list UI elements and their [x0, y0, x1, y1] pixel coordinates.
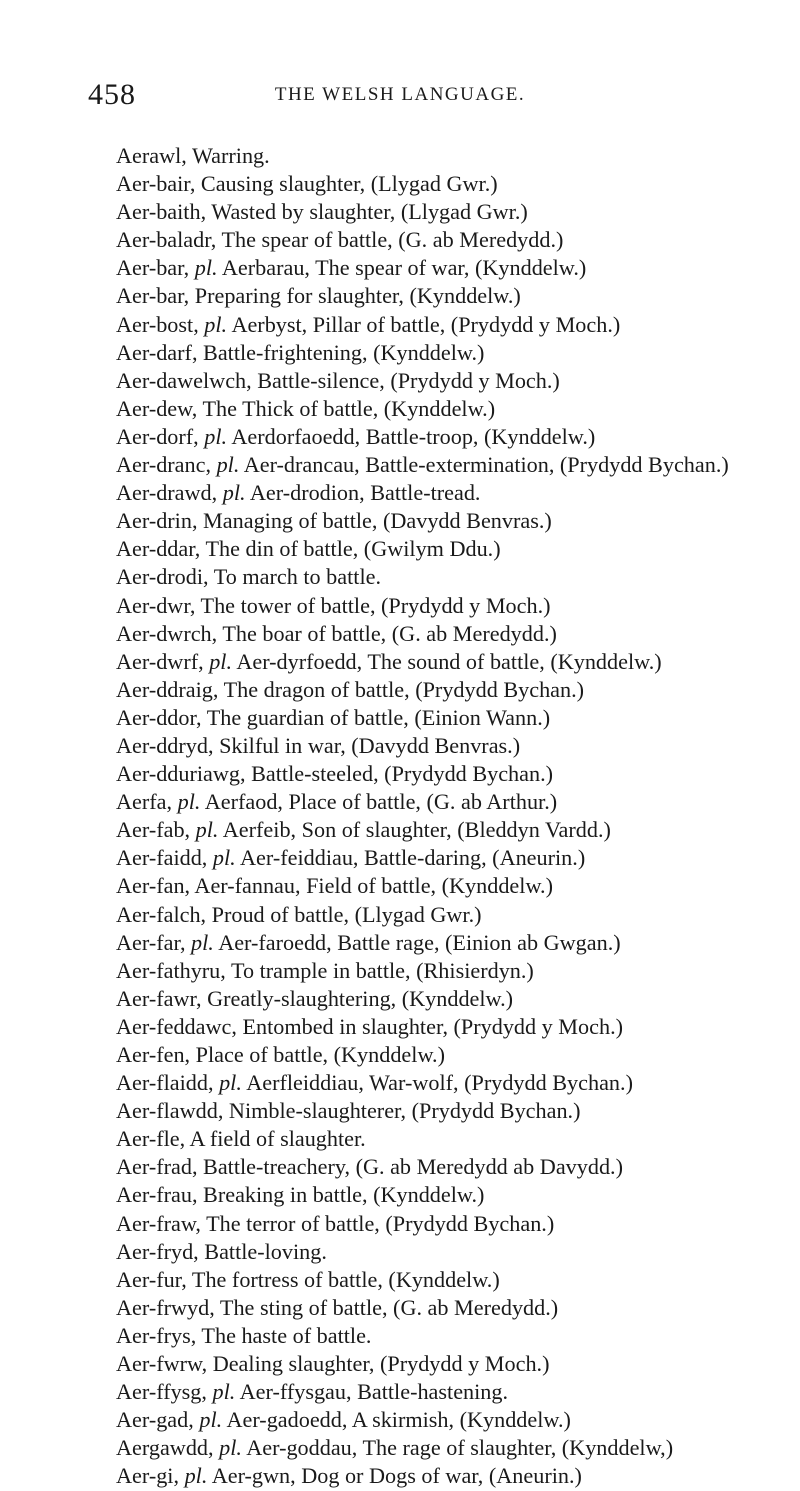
- dictionary-entry: Aer-dwrf, pl. Aer-dyrfoedd, The sound of battle, (Kynddelw.): [116, 648, 662, 674]
- entry-headword: Aerfa: [116, 789, 167, 815]
- dictionary-entry: Aer-dduriawg, Battle-steeled, (Prydydd Bychan.): [116, 761, 554, 787]
- entry-plural-marker: pl.: [212, 845, 236, 871]
- entry-definition: Battle-silence, (Prydydd y Moch.): [257, 367, 560, 393]
- entry-plural-marker: pl.: [209, 648, 233, 674]
- entry-definition: Aerfeib, Son of slaughter, (Bleddyn Vardd.): [222, 817, 611, 843]
- entry-headword: Aer-dawelwch: [116, 367, 247, 393]
- entry-definition: Aerbyst, Pillar of battle, (Prydydd y Moch.): [231, 311, 621, 337]
- dictionary-entry: Aer-dranc, pl. Aer-drancau, Battle-extermination, (Prydydd Bychan.): [116, 452, 729, 478]
- page-number: 458: [88, 78, 136, 111]
- dictionary-entry: Aer-frad, Battle-treachery, (G. ab Meredydd ab Davydd.): [116, 1154, 623, 1180]
- entry-definition: Aer-drancau, Battle-extermination, (Prydydd Bychan.): [243, 452, 729, 478]
- dictionary-entry: Aer-bar, Preparing for slaughter, (Kynddelw.): [116, 283, 521, 309]
- entry-headword: Aer-ddar: [116, 536, 195, 562]
- entry-plural-marker: pl.: [219, 1070, 242, 1096]
- entry-headword: Aer-flaidd: [116, 1070, 208, 1096]
- entry-headword: Aer-dew: [116, 395, 192, 421]
- entry-headword: Aer-fawr: [116, 985, 196, 1011]
- entry-definition: Aer-feiddiau, Battle-daring, (Aneurin.): [240, 845, 586, 871]
- entry-headword: Aer-fle: [116, 1126, 180, 1152]
- dictionary-entry: Aergawdd, pl. Aer-goddau, The rage of slaughter, (Kynddelw,): [116, 1435, 674, 1461]
- dictionary-entry: Aer-dawelwch, Battle-silence, (Prydydd y Moch.): [116, 367, 560, 393]
- entry-plural-marker: pl.: [195, 817, 219, 843]
- entry-plural-marker: pl.: [204, 311, 228, 337]
- entry-headword: Aer-baith: [116, 199, 201, 225]
- entry-plural-marker: pl.: [219, 1435, 242, 1461]
- dictionary-entry: Aer-drawd, pl. Aer-drodion, Battle-tread.: [116, 480, 481, 506]
- entry-headword: Aer-ddor: [116, 704, 196, 730]
- entry-plural-marker: pl.: [177, 789, 201, 815]
- entry-headword: Aerawl: [116, 143, 182, 168]
- entry-plural-marker: pl.: [184, 1463, 208, 1489]
- dictionary-entry: Aer-baith, Wasted by slaughter, (Llygad Gwr.): [116, 199, 528, 225]
- entry-headword: Aer-flawdd: [116, 1098, 218, 1124]
- dictionary-entry: Aer-darf, Battle-frightening, (Kynddelw.): [116, 339, 485, 365]
- dictionary-entry: Aerawl, Warring.: [116, 143, 270, 168]
- entry-headword: Aer-fwrw: [116, 1351, 202, 1377]
- entry-headword: Aer-far: [116, 929, 180, 955]
- entry-definition: Warring.: [192, 143, 270, 168]
- entry-definition: The Thick of battle, (Kynddelw.): [202, 395, 496, 421]
- entry-definition: Aer-drodion, Battle-tread.: [249, 480, 481, 506]
- entry-headword: Aer-drawd: [116, 480, 212, 506]
- entry-plural-marker: pl.: [222, 480, 246, 506]
- dictionary-entry: Aer-fan, Aer-fannau, Field of battle, (Kynddelw.): [116, 873, 553, 899]
- entry-headword: Aer-ffysg: [116, 1379, 202, 1405]
- dictionary-entry: Aer-faidd, pl. Aer-feiddiau, Battle-daring, (Aneurin.): [116, 845, 586, 871]
- entry-headword: Aer-dranc: [116, 452, 206, 478]
- entry-headword: Aer-dwr: [116, 592, 190, 618]
- entry-headword: Aer-drodi: [116, 564, 204, 590]
- dictionary-entry: Aerfa, pl. Aerfaod, Place of battle, (G. ab Arthur.): [116, 789, 558, 815]
- entry-definition: Aer-gwn, Dog or Dogs of war, (Aneurin.): [211, 1463, 582, 1489]
- entry-headword: Aer-bar: [116, 255, 184, 281]
- dictionary-entry: Aer-bair, Causing slaughter, (Llygad Gwr.): [116, 171, 498, 197]
- entry-plural-marker: pl.: [204, 423, 228, 449]
- dictionary-entry: Aer-dorf, pl. Aerdorfaoedd, Battle-troop, (Kynddelw.): [116, 423, 596, 449]
- entry-definition: Entombed in slaughter, (Prydydd y Moch.): [242, 1013, 624, 1039]
- entry-headword: Aer-ddraig: [116, 676, 213, 702]
- entry-headword: Aer-fan: [116, 873, 185, 899]
- entry-headword: Aer-fen: [116, 1042, 185, 1067]
- dictionary-entry: Aer-gad, pl. Aer-gadoedd, A skirmish, (Kynddelw.): [116, 1407, 571, 1433]
- entry-headword: Aer-bost: [116, 311, 194, 337]
- dictionary-entry: Aer-feddawc, Entombed in slaughter, (Prydydd y Moch.): [116, 1013, 624, 1039]
- entry-definition: Aer-faroedd, Battle rage, (Einion ab Gwgan.): [218, 929, 621, 955]
- dictionary-entry: Aer-frwyd, The sting of battle, (G. ab Meredydd.): [116, 1294, 559, 1320]
- entry-definition: Breaking in battle, (Kynddelw.): [203, 1182, 485, 1208]
- dictionary-entry: Aer-frau, Breaking in battle, (Kynddelw.): [116, 1182, 485, 1208]
- entry-definition: The haste of battle.: [201, 1322, 372, 1348]
- dictionary-entry: Aer-fen, Place of battle, (Kynddelw.): [116, 1042, 445, 1067]
- entry-definition: The dragon of battle, (Prydydd Bychan.): [223, 676, 585, 702]
- entry-definition: The boar of battle, (G. ab Meredydd.): [222, 620, 557, 646]
- entry-definition: Battle-loving.: [204, 1238, 327, 1264]
- entry-headword: Aer-bar: [116, 283, 184, 309]
- entry-headword: Aer-baladr: [116, 227, 211, 253]
- dictionary-entry: Aer-ddar, The din of battle, (Gwilym Ddu.): [116, 536, 501, 562]
- entry-headword: Aer-dwrch: [116, 620, 212, 646]
- dictionary-entry: Aer-drin, Managing of battle, (Davydd Benvras.): [116, 508, 552, 534]
- entry-plural-marker: pl.: [191, 929, 214, 955]
- dictionary-entry: Aer-far, pl. Aer-faroedd, Battle rage, (Einion ab Gwgan.): [116, 929, 621, 955]
- dictionary-entry: Aer-drodi, To march to battle.: [116, 564, 382, 590]
- entry-definition: Skilful in war, (Davydd Benvras.): [219, 732, 521, 758]
- dictionary-entries: [116, 142, 776, 1491]
- dictionary-entry: Aer-ddryd, Skilful in war, (Davydd Benvras.): [116, 732, 521, 758]
- entry-definition: Managing of battle, (Davydd Benvras.): [203, 508, 552, 534]
- entry-headword: Aer-falch: [116, 901, 201, 927]
- dictionary-entry: Aer-fle, A field of slaughter.: [116, 1126, 366, 1152]
- entry-plural-marker: pl.: [216, 452, 240, 478]
- dictionary-entry: Aer-gi, pl. Aer-gwn, Dog or Dogs of war, (Aneurin.): [116, 1463, 582, 1489]
- entry-definition: Aer-fannau, Field of battle, (Kynddelw.): [194, 873, 553, 899]
- entry-headword: Aer-fryd: [116, 1238, 194, 1264]
- entry-headword: Aer-darf: [116, 339, 192, 365]
- entry-definition: Aerbarau, The spear of war, (Kynddelw.): [221, 255, 587, 281]
- entry-definition: The terror of battle, (Prydydd Bychan.): [206, 1210, 555, 1236]
- dictionary-entry: Aer-fawr, Greatly-slaughtering, (Kynddelw.): [116, 985, 514, 1011]
- entry-definition: Aer-ffysgau, Battle-hastening.: [239, 1379, 509, 1405]
- entry-plural-marker: pl.: [212, 1379, 236, 1405]
- entry-definition: Aerfaod, Place of battle, (G. ab Arthur.): [204, 789, 558, 815]
- entry-definition: To march to battle.: [213, 564, 382, 590]
- dictionary-entry: Aer-flawdd, Nimble-slaughterer, (Prydydd Bychan.): [116, 1098, 581, 1124]
- entry-definition: Nimble-slaughterer, (Prydydd Bychan.): [228, 1098, 581, 1124]
- entry-definition: Aerfleiddiau, War-wolf, (Prydydd Bychan.): [246, 1070, 633, 1096]
- entry-definition: Aer-gadoedd, A skirmish, (Kynddelw.): [226, 1407, 571, 1433]
- entry-definition: The sting of battle, (G. ab Meredydd.): [219, 1294, 559, 1320]
- entry-definition: To trample in battle, (Rhisierdyn.): [230, 957, 534, 983]
- running-head: THE WELSH LANGUAGE.: [274, 84, 526, 105]
- entry-headword: Aer-frad: [116, 1154, 192, 1180]
- entry-definition: Dealing slaughter, (Prydydd y Moch.): [212, 1351, 550, 1377]
- dictionary-entry: Aer-ddor, The guardian of battle, (Einion Wann.): [116, 704, 551, 730]
- entry-definition: Preparing for slaughter, (Kynddelw.): [194, 283, 521, 309]
- dictionary-entry: Aer-bar, pl. Aerbarau, The spear of war, (Kynddelw.): [116, 255, 587, 281]
- entry-headword: Aer-ddryd: [116, 732, 208, 758]
- entry-headword: Aergawdd: [116, 1435, 209, 1461]
- entry-headword: Aer-fab: [116, 817, 185, 843]
- dictionary-entry: Aer-fathyru, To trample in battle, (Rhisierdyn.): [116, 957, 534, 983]
- entry-definition: The din of battle, (Gwilym Ddu.): [205, 536, 501, 562]
- dictionary-entry: Aer-fab, pl. Aerfeib, Son of slaughter, (Bleddyn Vardd.): [116, 817, 611, 843]
- dictionary-entry: Aer-dew, The Thick of battle, (Kynddelw.): [116, 395, 496, 421]
- entry-definition: Aerdorfaoedd, Battle-troop, (Kynddelw.): [231, 423, 596, 449]
- dictionary-entry: Aer-ddraig, The dragon of battle, (Prydydd Bychan.): [116, 676, 585, 702]
- entry-definition: Battle-frightening, (Kynddelw.): [203, 339, 485, 365]
- entry-definition: Greatly-slaughtering, (Kynddelw.): [207, 985, 514, 1011]
- entry-definition: A field of slaughter.: [189, 1126, 366, 1152]
- entry-headword: Aer-frys: [116, 1322, 191, 1348]
- entry-headword: Aer-faidd: [116, 845, 202, 871]
- entry-definition: Aer-dyrfoedd, The sound of battle, (Kynddelw.): [236, 648, 662, 674]
- entry-definition: Causing slaughter, (Llygad Gwr.): [200, 171, 498, 197]
- entry-headword: Aer-frau: [116, 1182, 192, 1208]
- entry-definition: The guardian of battle, (Einion Wann.): [206, 704, 551, 730]
- entry-headword: Aer-dorf: [116, 423, 194, 449]
- entry-plural-marker: pl.: [199, 1407, 223, 1433]
- entry-headword: Aer-fathyru: [116, 957, 221, 983]
- entry-headword: Aer-gad: [116, 1407, 189, 1433]
- entry-definition: The spear of battle, (G. ab Meredydd.): [221, 227, 564, 253]
- dictionary-entry: Aer-dwrch, The boar of battle, (G. ab Meredydd.): [116, 620, 557, 646]
- dictionary-entry: Aer-flaidd, pl. Aerfleiddiau, War-wolf, (Prydydd Bychan.): [116, 1070, 633, 1096]
- entry-headword: Aer-drin: [116, 508, 192, 534]
- dictionary-entry: Aer-fryd, Battle-loving.: [116, 1238, 327, 1264]
- entry-headword: Aer-bair: [116, 171, 190, 197]
- entry-definition: Proud of battle, (Llygad Gwr.): [211, 901, 482, 927]
- dictionary-entry: Aer-dwr, The tower of battle, (Prydydd y Moch.): [116, 592, 551, 618]
- entry-headword: Aer-dduriawg: [116, 761, 241, 787]
- dictionary-entry: Aer-ffysg, pl. Aer-ffysgau, Battle-hastening.: [116, 1379, 509, 1405]
- entry-headword: Aer-fur: [116, 1266, 182, 1292]
- entry-definition: The tower of battle, (Prydydd y Moch.): [200, 592, 551, 618]
- entry-headword: Aer-feddawc: [116, 1013, 232, 1039]
- entry-definition: The fortress of battle, (Kynddelw.): [191, 1266, 500, 1292]
- dictionary-entry: Aer-fraw, The terror of battle, (Prydydd Bychan.): [116, 1210, 555, 1236]
- entry-plural-marker: pl.: [194, 255, 218, 281]
- entry-headword: Aer-gi: [116, 1463, 174, 1489]
- entry-definition: Battle-steeled, (Prydydd Bychan.): [251, 761, 554, 787]
- dictionary-entry: Aer-baladr, The spear of battle, (G. ab Meredydd.): [116, 227, 564, 253]
- entry-headword: Aer-fraw: [116, 1210, 196, 1236]
- entry-headword: Aer-dwrf: [116, 648, 199, 674]
- dictionary-entry: Aer-fwrw, Dealing slaughter, (Prydydd y Moch.): [116, 1351, 550, 1377]
- entry-definition: Battle-treachery, (G. ab Meredydd ab Davydd.): [203, 1154, 623, 1180]
- entry-definition: Wasted by slaughter, (Llygad Gwr.): [211, 199, 528, 225]
- dictionary-entry: Aer-bost, pl. Aerbyst, Pillar of battle, (Prydydd y Moch.): [116, 311, 621, 337]
- entry-headword: Aer-frwyd: [116, 1294, 210, 1320]
- dictionary-entry: Aer-falch, Proud of battle, (Llygad Gwr.): [116, 901, 482, 927]
- dictionary-entry: Aer-fur, The fortress of battle, (Kynddelw.): [116, 1266, 500, 1292]
- dictionary-entry: Aer-frys, The haste of battle.: [116, 1322, 372, 1348]
- entry-definition: Aer-goddau, The rage of slaughter, (Kynddelw,): [246, 1435, 674, 1461]
- entry-definition: Place of battle, (Kynddelw.): [195, 1042, 445, 1067]
